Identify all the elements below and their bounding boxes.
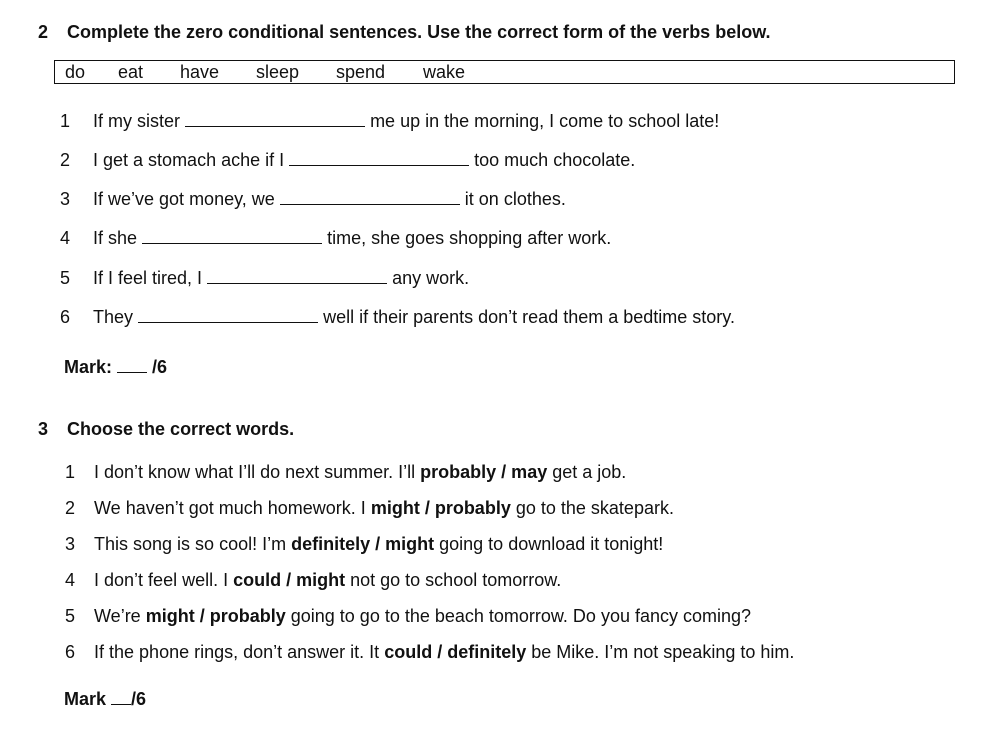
word-choice[interactable]: could / definitely	[384, 642, 527, 662]
item-number: 6	[59, 307, 70, 327]
item-number: 1	[64, 462, 75, 482]
exercise-3-mark	[64, 689, 146, 710]
item-text-before: This song is so cool! I’m	[94, 534, 287, 554]
choice-item	[55, 606, 751, 627]
exercise-3-number: 3	[38, 419, 49, 439]
word-box-item: wake	[423, 62, 466, 82]
answer-blank[interactable]	[138, 308, 318, 323]
word-choice[interactable]: might / probably	[145, 606, 286, 626]
item-text-after: too much chocolate.	[474, 150, 636, 170]
gap-fill-item	[50, 150, 635, 171]
item-text-after: it on clothes.	[464, 189, 566, 209]
item-text-before: I don’t know what I’ll do next summer. I’ll	[94, 462, 416, 482]
exercise-2-number: 2	[38, 22, 49, 42]
answer-blank[interactable]	[185, 112, 365, 127]
item-text-before: If the phone rings, don’t answer it. It	[94, 642, 380, 662]
item-text-before: I get a stomach ache if I	[93, 150, 285, 170]
choice-item	[55, 534, 663, 555]
item-number: 5	[59, 268, 70, 288]
word-box-item: eat	[118, 62, 144, 82]
gap-fill-item	[50, 307, 735, 328]
item-text-after: any work.	[392, 268, 470, 288]
item-text-before: If I feel tired, I	[93, 268, 203, 288]
item-number: 3	[59, 189, 70, 209]
item-text-after: going to go to the beach tomorrow. Do you fancy coming?	[290, 606, 752, 626]
word-box-item: spend	[336, 62, 386, 82]
exercise-2-title: Complete the zero conditional sentences. Use the correct form of the verbs below.	[67, 22, 771, 42]
mark-total: /6	[131, 689, 147, 709]
item-text-before: I don’t feel well. I	[94, 570, 229, 590]
gap-fill-item	[50, 189, 566, 210]
word-choice[interactable]: probably / may	[420, 462, 548, 482]
word-box	[54, 60, 955, 84]
item-number: 6	[64, 642, 75, 662]
item-number: 4	[64, 570, 75, 590]
choice-item	[55, 570, 561, 591]
exercise-3-title: Choose the correct words.	[67, 419, 295, 439]
item-text-before: They	[93, 307, 134, 327]
exercise-2-heading	[38, 22, 771, 43]
exercise-3-heading	[38, 419, 294, 440]
answer-blank[interactable]	[142, 229, 322, 244]
item-number: 2	[64, 498, 75, 518]
item-text-before: If my sister	[93, 111, 181, 131]
word-box-item: do	[65, 62, 86, 82]
item-text-after: time, she goes shopping after work.	[327, 228, 612, 248]
mark-blank[interactable]	[117, 358, 147, 373]
answer-blank[interactable]	[289, 151, 469, 166]
item-text-after: not go to school tomorrow.	[350, 570, 562, 590]
item-text-before: We haven’t got much homework. I	[94, 498, 366, 518]
item-number: 4	[59, 228, 70, 248]
item-text-after: get a job.	[552, 462, 627, 482]
item-text-after: be Mike. I’m not speaking to him.	[531, 642, 795, 662]
mark-label: Mark	[64, 689, 107, 709]
choice-item	[55, 462, 626, 483]
mark-blank[interactable]	[111, 690, 131, 705]
word-box-item: sleep	[256, 62, 300, 82]
item-text-after: go to the skatepark.	[515, 498, 674, 518]
item-text-before: We’re	[94, 606, 141, 626]
answer-blank[interactable]	[207, 269, 387, 284]
item-text-after: going to download it tonight!	[439, 534, 664, 554]
item-number: 1	[59, 111, 70, 131]
item-number: 3	[64, 534, 75, 554]
mark-total: /6	[152, 357, 168, 377]
word-choice[interactable]: could / might	[233, 570, 346, 590]
item-text-after: well if their parents don’t read them a bedtime story.	[323, 307, 735, 327]
item-number: 2	[59, 150, 70, 170]
choice-item	[55, 642, 794, 663]
answer-blank[interactable]	[280, 190, 460, 205]
item-number: 5	[64, 606, 75, 626]
item-text-before: If she	[93, 228, 138, 248]
gap-fill-item	[50, 111, 719, 132]
choice-item	[55, 498, 674, 519]
gap-fill-item	[50, 268, 469, 289]
word-choice[interactable]: might / probably	[370, 498, 511, 518]
item-text-before: If we’ve got money, we	[93, 189, 275, 209]
exercise-2-mark	[64, 357, 167, 378]
mark-label: Mark:	[64, 357, 113, 377]
gap-fill-item	[50, 228, 611, 249]
item-text-after: me up in the morning, I come to school late!	[370, 111, 720, 131]
word-box-item: have	[180, 62, 220, 82]
word-choice[interactable]: definitely / might	[291, 534, 435, 554]
